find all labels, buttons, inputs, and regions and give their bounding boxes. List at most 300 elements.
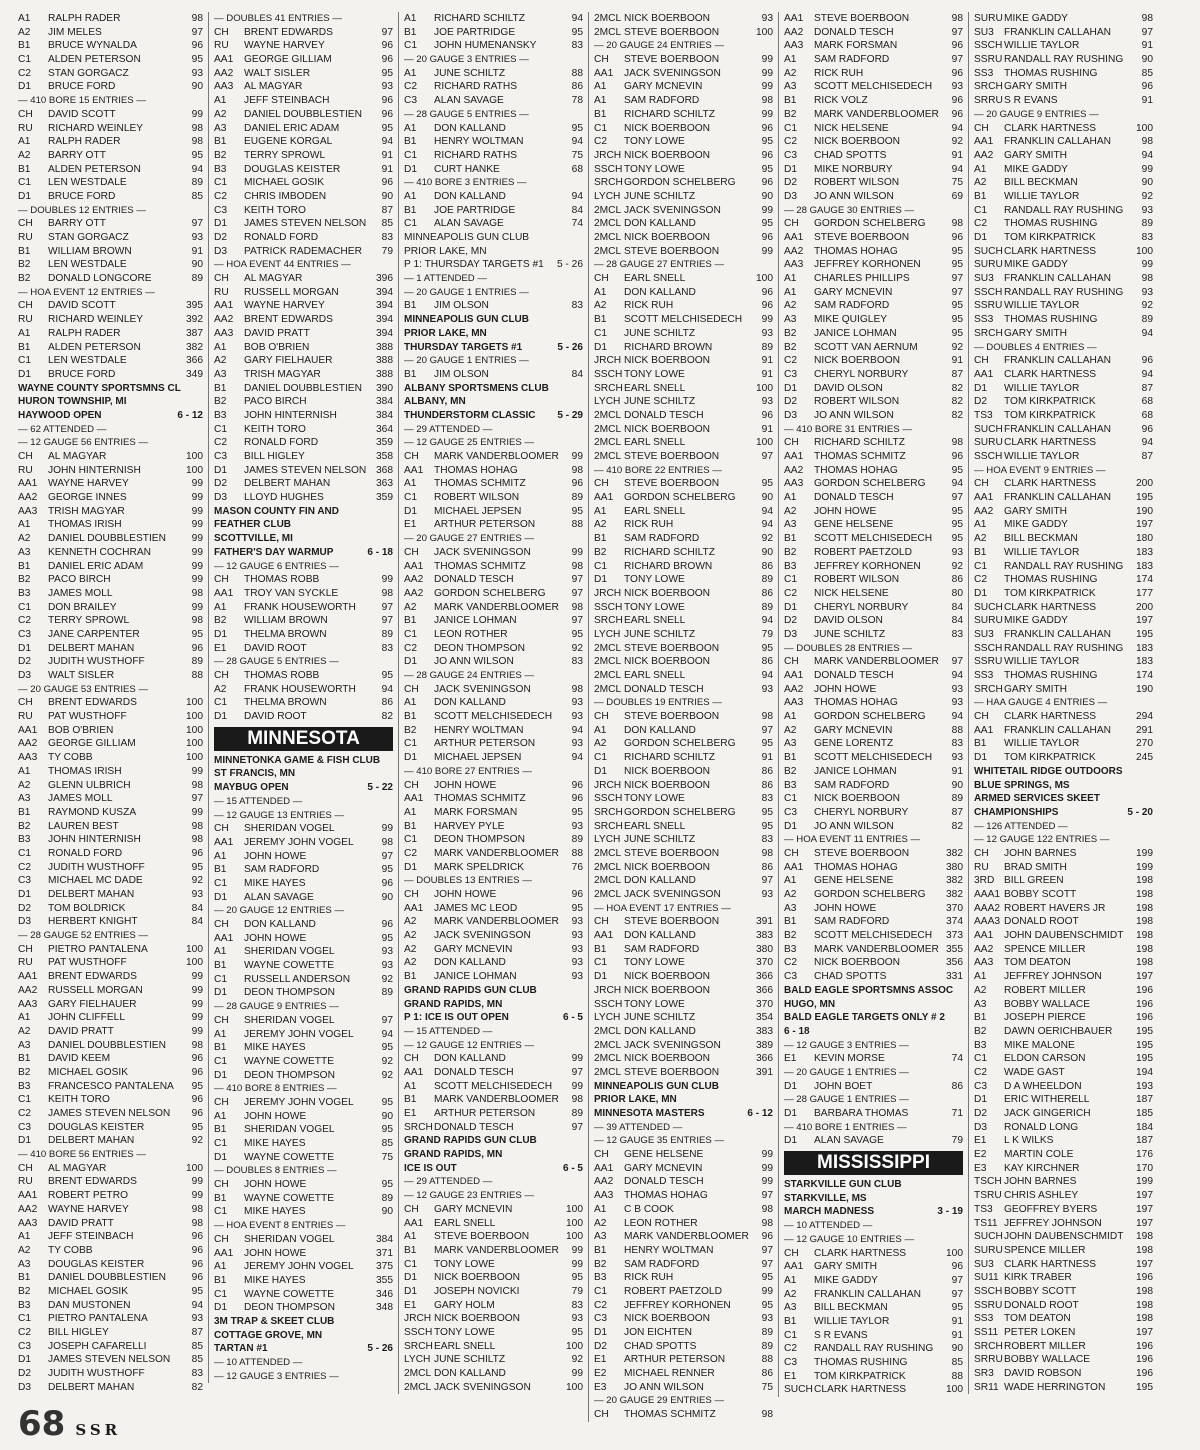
score: 93 bbox=[571, 738, 583, 750]
score: 90 bbox=[951, 1343, 963, 1355]
shooter-name: JO ANN WILSON bbox=[434, 656, 514, 668]
shoot-event-line bbox=[404, 258, 583, 272]
score: 99 bbox=[571, 1053, 583, 1065]
result-row bbox=[974, 1299, 1153, 1313]
result-row bbox=[214, 122, 393, 136]
class-code: SRCH bbox=[594, 382, 623, 394]
result-row bbox=[18, 327, 203, 341]
shooter-name: STEVE BOERBOON bbox=[624, 451, 720, 462]
shooter-name: JEFF STEINBACH bbox=[48, 1231, 134, 1243]
class-code: C2 bbox=[784, 355, 798, 367]
class-code: SS3 bbox=[974, 314, 994, 326]
class-code: A3 bbox=[18, 1039, 31, 1051]
shooter-name: JOHN BARNES bbox=[1004, 1176, 1077, 1188]
shooter-name: FRANCESCO PANTALENA bbox=[48, 1080, 174, 1092]
class-code: A1 bbox=[784, 492, 797, 504]
result-row bbox=[404, 299, 583, 313]
shoot-event-name: P 1: ICE IS OUT OPEN bbox=[404, 1012, 509, 1024]
class-code: A2 bbox=[974, 533, 987, 545]
shooter-name: TONY LOWE bbox=[434, 1327, 495, 1338]
score: 95 bbox=[951, 314, 963, 326]
shooter-name: MIKE HAYES bbox=[244, 1138, 306, 1149]
class-code: B3 bbox=[18, 587, 31, 599]
score: 98 bbox=[951, 437, 963, 449]
score: 99 bbox=[761, 314, 773, 326]
result-row bbox=[974, 26, 1153, 40]
shooter-name: EARL SNELL bbox=[624, 615, 686, 627]
score: 199 bbox=[1136, 847, 1153, 859]
shooter-name: CLARK HARTNESS bbox=[1004, 245, 1097, 257]
score: 94 bbox=[381, 683, 393, 695]
result-row bbox=[784, 313, 963, 327]
class-code: A3 bbox=[18, 1258, 31, 1270]
shooter-name: JUNE SCHILTZ bbox=[624, 1012, 696, 1024]
shooter-name: GARY FIELHAUER bbox=[48, 998, 137, 1010]
class-code: CH bbox=[594, 1409, 609, 1421]
score: 100 bbox=[756, 437, 773, 449]
class-code: CH bbox=[974, 478, 989, 490]
event-separator: — 20 GAUGE 27 ENTRIES — bbox=[404, 533, 535, 545]
class-code: CH bbox=[214, 1096, 229, 1108]
score: 391 bbox=[756, 1066, 773, 1078]
event-separator: — HOA EVENT 17 ENTRIES — bbox=[594, 902, 731, 914]
shooter-name: PATRICK RADEMACHER bbox=[244, 245, 362, 257]
score: 98 bbox=[191, 1039, 203, 1051]
class-code: B3 bbox=[784, 560, 797, 572]
score: 199 bbox=[1136, 861, 1153, 873]
class-code: SSCH bbox=[974, 1285, 1003, 1297]
result-row bbox=[18, 888, 203, 902]
shooter-name: SPENCE MILLER bbox=[1004, 943, 1086, 955]
score: 85 bbox=[191, 190, 203, 202]
result-row bbox=[214, 1055, 393, 1069]
class-code: D1 bbox=[404, 752, 418, 764]
event-separator: — 12 GAUGE 122 ENTRIES — bbox=[974, 834, 1110, 846]
result-row bbox=[214, 877, 393, 891]
shooter-name: WADE HERRINGTON bbox=[1004, 1381, 1106, 1393]
score: 97 bbox=[571, 587, 583, 599]
shooter-name: CHAD SPOTTS bbox=[814, 149, 887, 161]
score: 93 bbox=[571, 930, 583, 942]
shooter-name: JACK SVENINGSON bbox=[434, 1381, 531, 1393]
shooter-name: ELDON CARSON bbox=[1004, 1053, 1086, 1065]
class-code: A1 bbox=[404, 67, 417, 79]
class-code: LYCH bbox=[404, 1354, 431, 1366]
result-row bbox=[404, 1203, 583, 1217]
score: 294 bbox=[1136, 711, 1153, 723]
score: 96 bbox=[951, 232, 963, 243]
class-code: CH bbox=[404, 1053, 419, 1065]
class-code: B3 bbox=[18, 1080, 31, 1092]
shoot-header: ALBANY, MN bbox=[404, 396, 466, 408]
class-code: SRCH bbox=[974, 327, 1003, 339]
class-code: CH bbox=[18, 943, 33, 955]
class-code: C1 bbox=[214, 177, 228, 189]
score: 99 bbox=[191, 1190, 203, 1202]
result-row bbox=[594, 806, 773, 820]
score: 96 bbox=[761, 232, 773, 243]
shooter-name: BOBBY SCOTT bbox=[1004, 1285, 1077, 1297]
shooter-name: JOHN HOWE bbox=[244, 1110, 307, 1122]
class-code: A1 bbox=[974, 519, 987, 531]
shooter-name: JUNE SCHILTZ bbox=[624, 190, 696, 202]
class-code: LYCH bbox=[594, 190, 621, 202]
class-code: B1 bbox=[594, 943, 607, 955]
result-row bbox=[784, 847, 963, 861]
score: 195 bbox=[1136, 1039, 1153, 1051]
score: 99 bbox=[761, 204, 773, 216]
class-code: D1 bbox=[974, 587, 988, 599]
score: 87 bbox=[1141, 382, 1153, 394]
score: 89 bbox=[951, 793, 963, 805]
score: 95 bbox=[381, 1096, 393, 1108]
class-code: SSCH bbox=[404, 1327, 433, 1338]
result-row bbox=[18, 149, 203, 163]
class-code: C3 bbox=[18, 628, 32, 640]
shooter-name: GENE HELSENE bbox=[814, 519, 894, 531]
class-code: B1 bbox=[404, 26, 417, 38]
class-code: C1 bbox=[18, 1094, 32, 1106]
result-row bbox=[974, 1121, 1153, 1135]
score: 382 bbox=[186, 341, 203, 353]
result-row bbox=[594, 792, 773, 806]
result-row bbox=[784, 956, 963, 970]
score: 86 bbox=[951, 1080, 963, 1092]
result-row bbox=[404, 1381, 583, 1395]
shooter-name: THOMAS IRISH bbox=[48, 519, 122, 531]
class-code: B3 bbox=[18, 1299, 31, 1311]
class-code: A1 bbox=[18, 136, 31, 148]
shooter-name: DON KALLAND bbox=[624, 930, 696, 942]
result-row bbox=[594, 53, 773, 67]
score: 356 bbox=[946, 957, 963, 969]
result-row bbox=[594, 108, 773, 122]
result-row bbox=[974, 642, 1153, 656]
score: 99 bbox=[191, 533, 203, 545]
result-row bbox=[784, 190, 963, 204]
class-code: C1 bbox=[974, 204, 988, 216]
score: 85 bbox=[951, 1357, 963, 1368]
shooter-name: BRENT EDWARDS bbox=[244, 314, 333, 326]
shooter-name: CLARK HARTNESS bbox=[1004, 711, 1097, 723]
result-row bbox=[594, 1353, 773, 1367]
class-code: SRRU bbox=[974, 95, 1003, 107]
shooter-name: NICK BOERBOON bbox=[624, 1313, 711, 1325]
shooter-name: TONY LOWE bbox=[624, 368, 685, 380]
class-code: A1 bbox=[784, 54, 797, 66]
shooter-name: SCOTT MELCHISEDECH bbox=[814, 930, 933, 942]
class-code: TSCH bbox=[974, 1176, 1002, 1188]
shooter-name: HENRY WOLTMAN bbox=[434, 136, 524, 148]
result-row bbox=[18, 724, 203, 738]
score: 99 bbox=[191, 971, 203, 983]
result-row bbox=[594, 888, 773, 902]
class-code: A3 bbox=[974, 998, 987, 1010]
score: 91 bbox=[951, 149, 963, 161]
shooter-name: KAY KIRCHNER bbox=[1004, 1162, 1080, 1174]
result-row bbox=[214, 1260, 393, 1274]
shooter-name: NICK HELSENE bbox=[814, 587, 889, 599]
shooter-name: SCOTT MELCHISEDECH bbox=[434, 1080, 553, 1092]
class-code: B1 bbox=[784, 752, 797, 764]
class-code: AAA2 bbox=[974, 902, 1001, 914]
class-code: C1 bbox=[214, 1138, 228, 1149]
score: 394 bbox=[376, 314, 393, 326]
class-code: 2MCL bbox=[594, 218, 622, 230]
class-code: B1 bbox=[214, 1274, 227, 1286]
score: 93 bbox=[761, 327, 773, 339]
class-code: 2MCL bbox=[594, 889, 622, 900]
result-row bbox=[18, 874, 203, 888]
result-row bbox=[974, 368, 1153, 382]
class-code: CH bbox=[18, 1162, 33, 1174]
shooter-name: NICK HELSENE bbox=[814, 122, 889, 134]
score: 99 bbox=[191, 1025, 203, 1037]
result-row bbox=[974, 67, 1153, 81]
score: 183 bbox=[1136, 560, 1153, 572]
event-separator: — 410 BORE 1 ENTRIES — bbox=[784, 1121, 907, 1133]
result-row bbox=[18, 1381, 203, 1395]
class-code: 2MCL bbox=[594, 204, 622, 216]
class-code: B1 bbox=[214, 382, 227, 394]
score: 79 bbox=[951, 1135, 963, 1147]
class-code: A1 bbox=[214, 1110, 227, 1122]
score: 96 bbox=[761, 300, 773, 312]
shooter-name: RANDALL RAY RUSHING bbox=[1004, 642, 1124, 654]
class-code: D1 bbox=[974, 382, 988, 394]
result-row bbox=[404, 149, 583, 163]
result-row bbox=[594, 491, 773, 505]
result-row bbox=[18, 1340, 203, 1354]
shooter-name: JUDITH WUSTHOFF bbox=[48, 1368, 145, 1380]
class-code: SRCH bbox=[594, 177, 623, 189]
result-row bbox=[974, 1025, 1153, 1039]
score: 82 bbox=[191, 1381, 203, 1393]
result-row bbox=[594, 1244, 773, 1258]
score: 180 bbox=[1136, 533, 1153, 545]
score: 89 bbox=[761, 1340, 773, 1352]
class-code: A2 bbox=[974, 984, 987, 996]
shooter-name: THELMA BROWN bbox=[244, 628, 327, 640]
score: 98 bbox=[761, 711, 773, 723]
shoot-event-date: 6 - 18 bbox=[367, 546, 393, 558]
class-code: SSCH bbox=[594, 998, 623, 1010]
shooter-name: JOHN HUMENANSKY bbox=[434, 40, 537, 52]
score: 174 bbox=[1136, 574, 1153, 586]
shooter-name: BRENT EDWARDS bbox=[48, 1176, 137, 1188]
result-row bbox=[18, 1121, 203, 1135]
result-row bbox=[594, 943, 773, 957]
score: 84 bbox=[191, 916, 203, 928]
score: 99 bbox=[191, 519, 203, 531]
score: 96 bbox=[381, 877, 393, 889]
shoot-header: GRAND RAPIDS, MN bbox=[404, 998, 503, 1010]
score: 331 bbox=[946, 971, 963, 983]
result-row bbox=[784, 683, 963, 697]
shoot-event-date: 3 - 19 bbox=[937, 1206, 963, 1218]
score: 79 bbox=[571, 1285, 583, 1297]
result-row bbox=[784, 149, 963, 163]
shooter-name: BILL BECKMAN bbox=[1004, 533, 1078, 545]
result-row bbox=[214, 286, 393, 300]
shooter-name: THOMAS SCHMITZ bbox=[434, 478, 526, 490]
shooter-name: NICK BOERBOON bbox=[624, 355, 711, 367]
score: 95 bbox=[571, 902, 583, 914]
result-row bbox=[18, 1299, 203, 1313]
result-row bbox=[18, 820, 203, 834]
class-code: E1 bbox=[784, 1053, 797, 1065]
shooter-name: THOMAS HOHAG bbox=[814, 464, 898, 476]
shooter-name: JACK SVENINGSON bbox=[624, 1039, 721, 1051]
score: 92 bbox=[571, 1354, 583, 1366]
shooter-name: NICK BOERBOON bbox=[624, 1053, 711, 1065]
event-separator: — 20 GAUGE 12 ENTRIES — bbox=[214, 905, 345, 917]
result-row bbox=[214, 683, 393, 697]
score: 394 bbox=[376, 300, 393, 312]
result-row bbox=[974, 943, 1153, 957]
result-row bbox=[594, 1285, 773, 1299]
shooter-name: JEFFREY JOHNSON bbox=[1004, 971, 1102, 983]
class-code: AA3 bbox=[18, 752, 38, 764]
result-row bbox=[594, 1326, 773, 1340]
class-code: C1 bbox=[18, 1313, 32, 1325]
result-row bbox=[974, 1203, 1153, 1217]
shooter-name: DAVID OLSON bbox=[814, 382, 883, 394]
shooter-name: DON BRAILEY bbox=[48, 601, 117, 613]
result-row bbox=[18, 341, 203, 355]
class-code: D2 bbox=[214, 232, 228, 243]
class-code: D1 bbox=[214, 628, 228, 640]
class-code: C1 bbox=[594, 122, 608, 134]
class-code: SURU bbox=[974, 437, 1003, 449]
score: 95 bbox=[951, 533, 963, 545]
class-code: AA2 bbox=[18, 984, 38, 996]
class-code: CH bbox=[974, 711, 989, 723]
score: 89 bbox=[761, 1327, 773, 1338]
score: 92 bbox=[1141, 190, 1153, 202]
class-code: B1 bbox=[784, 533, 797, 545]
result-row bbox=[404, 820, 583, 834]
score: 392 bbox=[186, 314, 203, 326]
score: 394 bbox=[376, 327, 393, 339]
result-row bbox=[404, 847, 583, 861]
score: 99 bbox=[381, 823, 393, 835]
score: 183 bbox=[1136, 656, 1153, 668]
result-row bbox=[594, 135, 773, 149]
score: 100 bbox=[186, 738, 203, 750]
shooter-name: STAN GORGACZ bbox=[48, 67, 129, 79]
shooter-name: TONY LOWE bbox=[624, 601, 685, 613]
result-row bbox=[18, 1217, 203, 1231]
shoot-event-date: 5 - 26 bbox=[557, 341, 583, 353]
shooter-name: RANDALL RAY RUSHING bbox=[1004, 204, 1124, 216]
result-row bbox=[974, 1230, 1153, 1244]
score: 89 bbox=[571, 834, 583, 846]
shooter-name: WILLIE TAYLOR bbox=[1004, 546, 1080, 558]
score: 88 bbox=[191, 670, 203, 681]
class-code: C1 bbox=[214, 1055, 228, 1067]
event-separator: — 20 GAUGE 1 ENTRIES — bbox=[404, 286, 529, 298]
event-separator: — 15 ATTENDED — bbox=[214, 795, 303, 807]
score: 90 bbox=[381, 1206, 393, 1218]
score: 93 bbox=[951, 546, 963, 558]
score: 89 bbox=[761, 341, 773, 353]
result-row bbox=[974, 272, 1153, 286]
class-code: SU3 bbox=[974, 1258, 994, 1270]
score: 99 bbox=[761, 1176, 773, 1188]
shooter-name: JAMES MOLL bbox=[48, 793, 113, 805]
score: 89 bbox=[381, 628, 393, 640]
shooter-name: THOMAS HOHAG bbox=[814, 861, 898, 873]
class-code: C3 bbox=[784, 368, 798, 380]
shoot-header: ALBANY SPORTSMENS CLUB bbox=[404, 382, 549, 394]
shooter-name: DANIEL ERIC ADAM bbox=[244, 122, 340, 134]
class-code: D2 bbox=[974, 1108, 988, 1119]
class-code: C2 bbox=[974, 218, 988, 230]
score: 96 bbox=[951, 108, 963, 120]
shooter-name: JOHN CLIFFELL bbox=[48, 1012, 125, 1024]
event-separator: — 410 BORE 8 ENTRIES — bbox=[214, 1083, 337, 1095]
result-row bbox=[594, 820, 773, 834]
score: 95 bbox=[761, 820, 773, 832]
class-code: E1 bbox=[214, 642, 227, 654]
result-row bbox=[974, 655, 1153, 669]
shooter-name: JANICE LOHMAN bbox=[814, 327, 897, 339]
result-row bbox=[404, 642, 583, 656]
shooter-name: JUDITH WUSTHOFF bbox=[48, 861, 145, 873]
result-row bbox=[18, 163, 203, 177]
score: 291 bbox=[1136, 724, 1153, 736]
shooter-name: NICK BOERBOON bbox=[434, 1272, 521, 1284]
class-code: D2 bbox=[18, 902, 32, 914]
class-code: D1 bbox=[214, 1151, 228, 1163]
score: 88 bbox=[761, 1354, 773, 1366]
class-code: D3 bbox=[784, 409, 798, 421]
score: 95 bbox=[191, 54, 203, 66]
shooter-name: RONALD LONG bbox=[1004, 1121, 1079, 1133]
shooter-name: JACK GINGERICH bbox=[1004, 1108, 1091, 1119]
result-row bbox=[974, 915, 1153, 929]
score: 100 bbox=[186, 697, 203, 709]
class-code: SSRU bbox=[974, 300, 1003, 312]
score: 96 bbox=[761, 149, 773, 161]
shooter-name: BRENT EDWARDS bbox=[48, 697, 137, 709]
shooter-name: HARVEY PYLE bbox=[434, 820, 505, 832]
result-row bbox=[974, 614, 1153, 628]
score: 94 bbox=[761, 505, 773, 517]
class-code: SU3 bbox=[974, 273, 994, 285]
shooter-name: JOHN DAUBENSCHMIDT bbox=[1004, 930, 1124, 942]
result-row bbox=[594, 1011, 773, 1025]
event-separator: — 20 GAUGE 3 ENTRIES — bbox=[404, 54, 529, 66]
score: 93 bbox=[191, 232, 203, 243]
shooter-name: TOM DEATON bbox=[1004, 957, 1071, 969]
shooter-name: JOHN HINTERNISH bbox=[48, 464, 141, 476]
shooter-name: ALDEN PETERSON bbox=[48, 54, 141, 66]
shooter-name: WILLIE TAYLOR bbox=[1004, 738, 1080, 750]
class-code: AA1 bbox=[594, 930, 614, 942]
result-row bbox=[784, 1329, 963, 1343]
shooter-name: RONALD FORD bbox=[244, 437, 319, 449]
class-code: A1 bbox=[18, 327, 31, 339]
score: 87 bbox=[951, 368, 963, 380]
class-code: LYCH bbox=[594, 834, 621, 846]
class-code: 2MCL bbox=[594, 683, 622, 695]
result-row bbox=[18, 245, 203, 259]
score: 92 bbox=[951, 560, 963, 572]
score: 197 bbox=[1136, 1217, 1153, 1229]
score: 95 bbox=[761, 478, 773, 490]
